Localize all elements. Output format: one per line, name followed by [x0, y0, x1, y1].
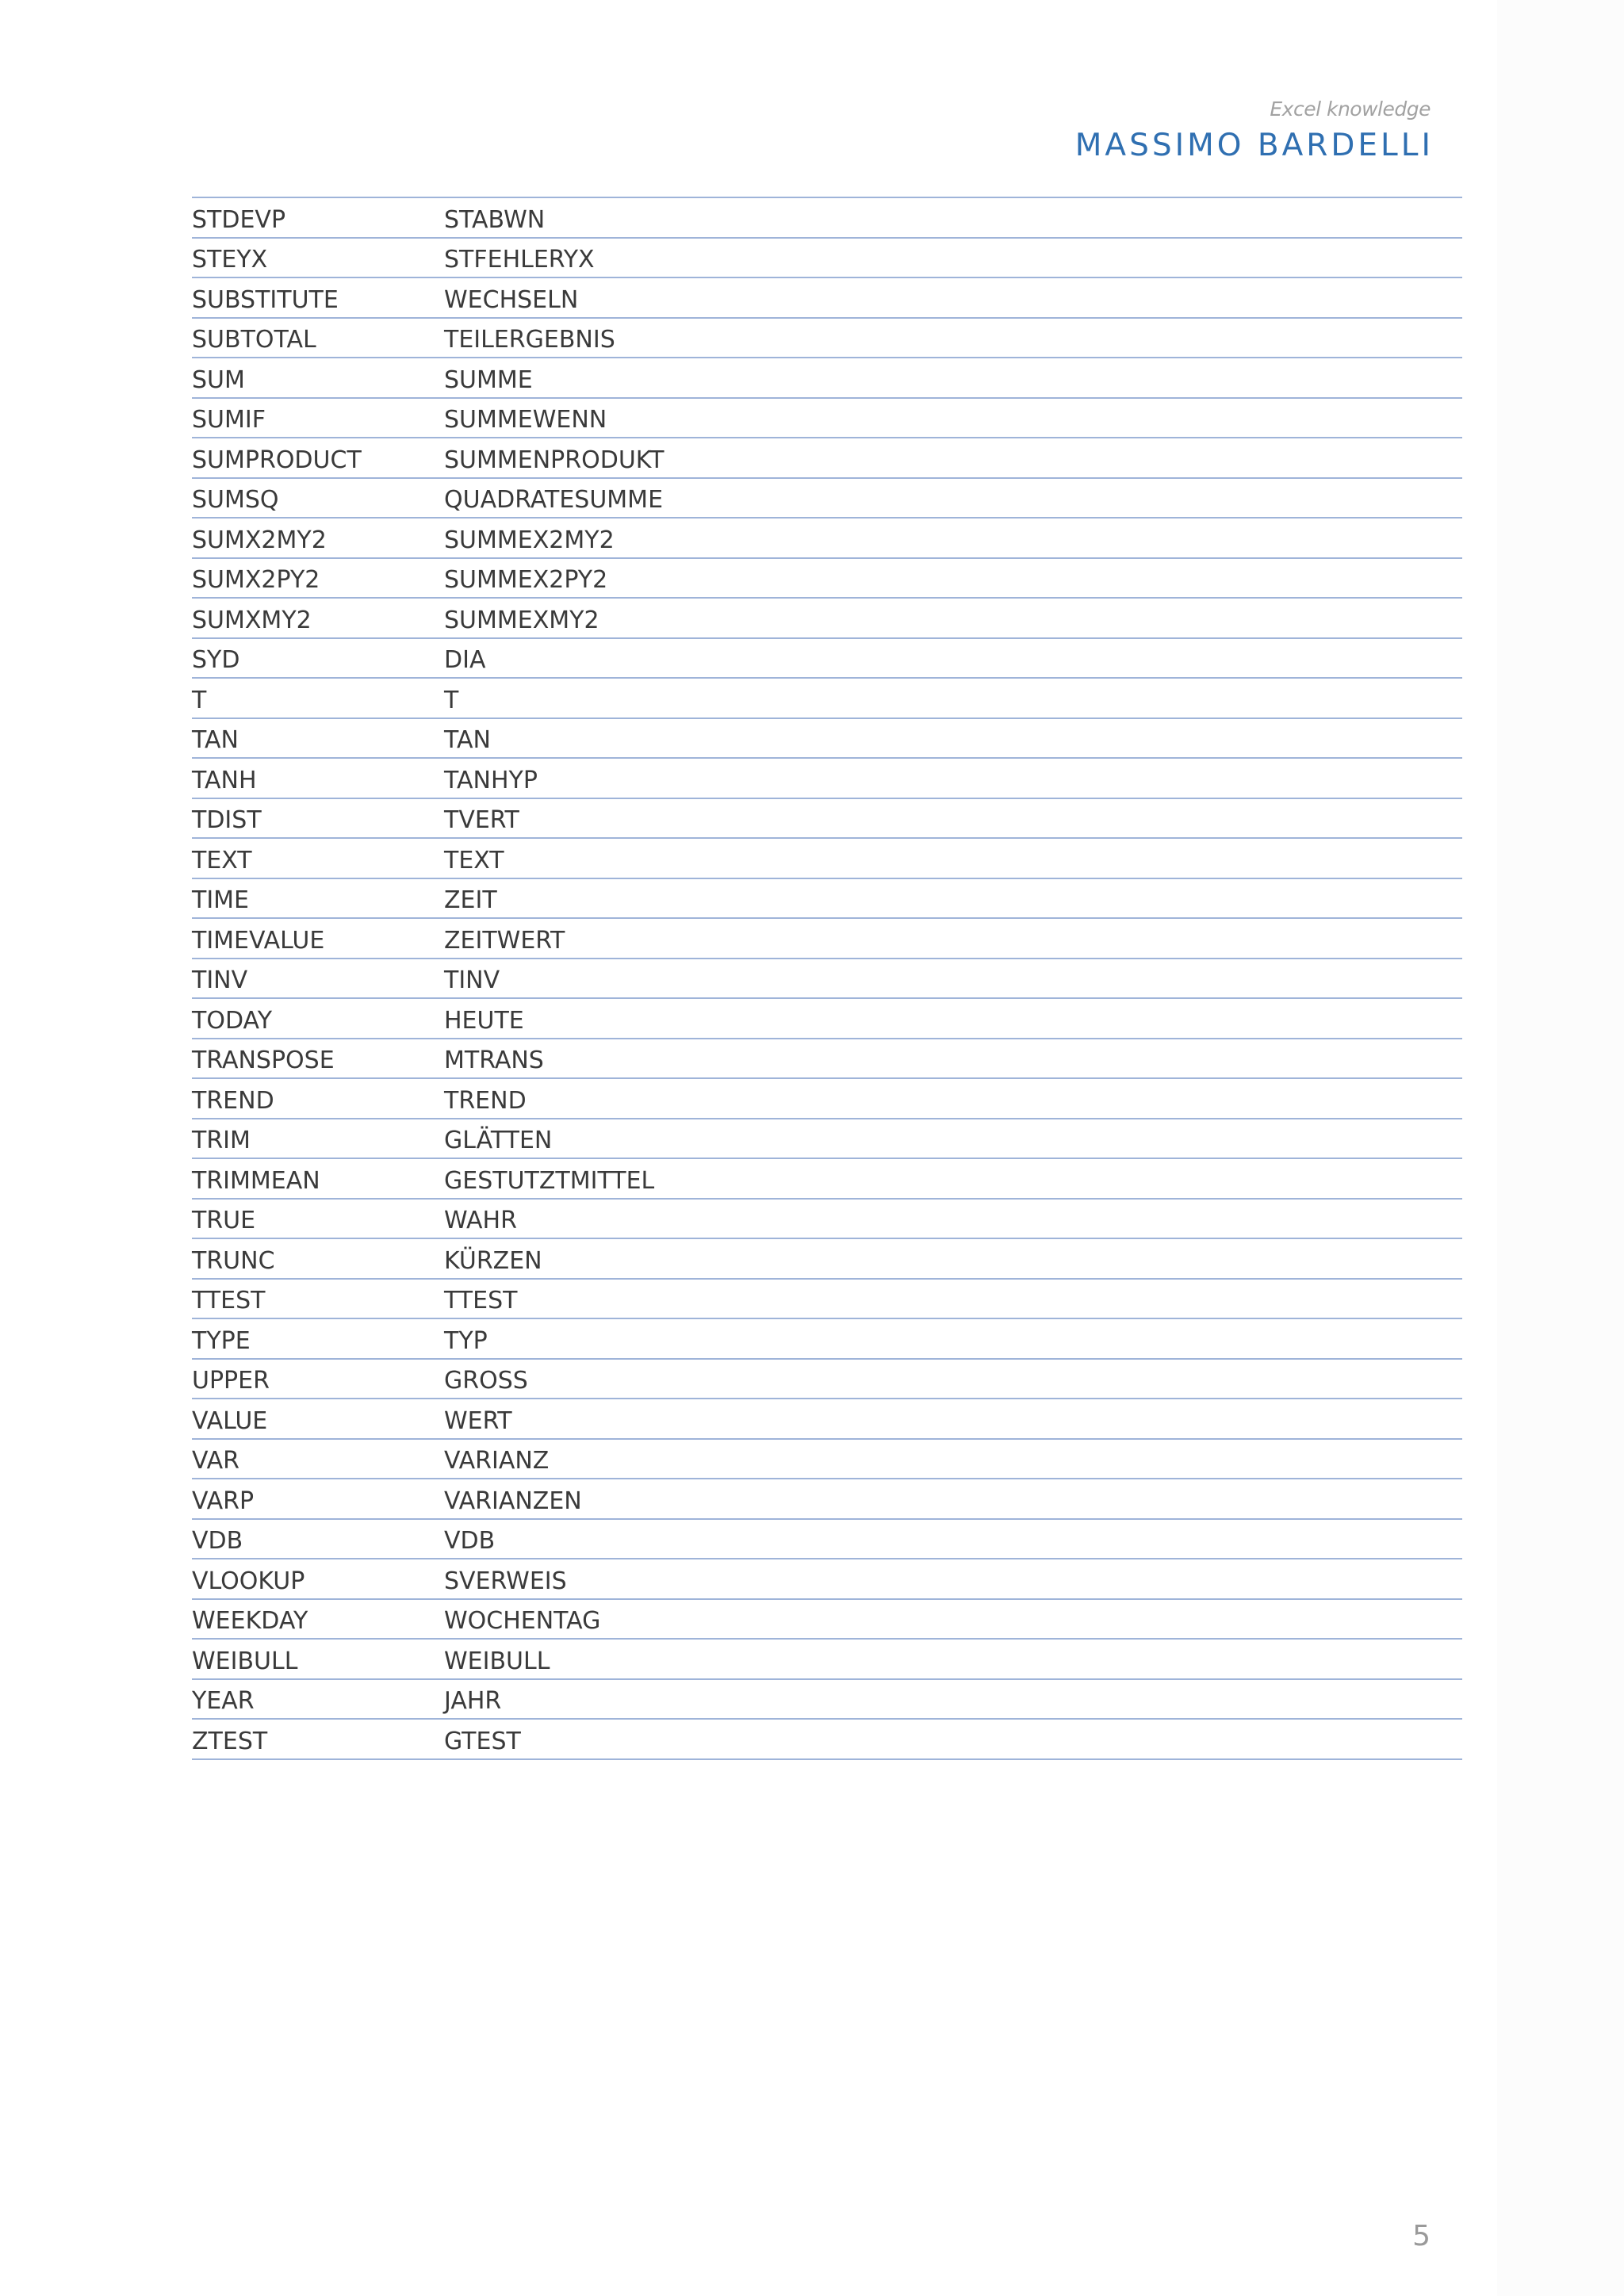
german-function-name: WECHSELN [444, 285, 579, 314]
table-row [192, 1079, 1462, 1119]
table-row [192, 519, 1462, 559]
table-row [192, 679, 1462, 719]
table-row [192, 839, 1462, 879]
german-function-name: TEILERGEBNIS [444, 326, 615, 354]
table-row [192, 999, 1462, 1039]
english-function-name: SUMXMY2 [192, 606, 312, 634]
german-function-name: SUMMEXMY2 [444, 606, 599, 634]
german-function-name: DIA [444, 646, 486, 674]
german-function-name: GROSS [444, 1367, 528, 1395]
table-row [192, 1039, 1462, 1080]
table-row [192, 1440, 1462, 1480]
table-row [192, 358, 1462, 399]
english-function-name: TIMEVALUE [192, 926, 325, 955]
page-number: 5 [1412, 2220, 1431, 2252]
table-row [192, 959, 1462, 1000]
german-function-name: ZEITWERT [444, 926, 565, 955]
english-function-name: TEXT [192, 846, 252, 874]
german-function-name: GLÄTTEN [444, 1127, 553, 1154]
german-function-name: TINV [444, 966, 500, 994]
german-function-name: TVERT [444, 806, 519, 834]
german-function-name: TEXT [444, 846, 504, 874]
english-function-name: VAR [192, 1447, 239, 1475]
english-function-name: SUBTOTAL [192, 326, 316, 354]
english-function-name: UPPER [192, 1367, 270, 1395]
header-title: MASSIMO BARDELLI [1074, 128, 1434, 163]
german-function-name: VDB [444, 1527, 496, 1555]
table-row [192, 1520, 1462, 1560]
page-edge-shade [1497, 0, 1624, 2296]
german-function-name: WEIBULL [444, 1647, 550, 1675]
german-function-name: GTEST [444, 1727, 521, 1755]
german-function-name: SUMMEWENN [444, 406, 607, 434]
german-function-name: SUMMEX2MY2 [444, 526, 615, 554]
table-row [192, 1159, 1462, 1200]
german-function-name: VARIANZEN [444, 1487, 582, 1515]
table-row [192, 799, 1462, 840]
english-function-name: STEYX [192, 246, 268, 274]
english-function-name: SUMIF [192, 406, 266, 434]
table-row [192, 1600, 1462, 1640]
table-row [192, 1720, 1462, 1760]
table-row [192, 1239, 1462, 1280]
german-function-name: T [444, 686, 459, 714]
english-function-name: YEAR [192, 1687, 255, 1715]
english-function-name: STDEVP [192, 205, 286, 234]
table-row [192, 1559, 1462, 1600]
german-function-name: WERT [444, 1406, 512, 1435]
english-function-name: SUM [192, 365, 245, 394]
german-function-name: MTRANS [444, 1047, 544, 1074]
english-function-name: SUMSQ [192, 486, 279, 514]
table-row [192, 759, 1462, 799]
english-function-name: VALUE [192, 1406, 268, 1435]
table-row [192, 1479, 1462, 1520]
german-function-name: HEUTE [444, 1006, 524, 1035]
table-row [192, 1319, 1462, 1360]
english-function-name: TINV [192, 966, 248, 994]
table-row [192, 399, 1462, 439]
english-function-name: TRIM [192, 1127, 251, 1154]
table-row [192, 278, 1462, 319]
german-function-name: SVERWEIS [444, 1567, 567, 1595]
german-function-name: TAN [444, 726, 491, 754]
page-header [1074, 94, 1434, 165]
table-row [192, 479, 1462, 519]
english-function-name: TRIMMEAN [192, 1166, 320, 1195]
english-function-name: WEIBULL [192, 1647, 298, 1675]
german-function-name: VARIANZ [444, 1447, 550, 1475]
english-function-name: TRUE [192, 1207, 256, 1234]
english-function-name: VLOOKUP [192, 1567, 305, 1595]
english-function-name: TIME [192, 886, 250, 914]
english-function-name: TRUNC [192, 1246, 275, 1275]
table-row [192, 319, 1462, 359]
table-row [192, 599, 1462, 639]
german-function-name: SUMMEX2PY2 [444, 566, 608, 594]
table-row [192, 639, 1462, 679]
english-function-name: SYD [192, 646, 240, 674]
german-function-name: KÜRZEN [444, 1246, 542, 1275]
table-row [192, 438, 1462, 479]
english-function-name: TDIST [192, 806, 262, 834]
table-row [192, 1200, 1462, 1240]
english-function-name: SUMX2MY2 [192, 526, 327, 554]
table-row [192, 919, 1462, 959]
english-function-name: VDB [192, 1527, 243, 1555]
english-function-name: T [192, 686, 207, 714]
german-function-name: SUMMENPRODUKT [444, 446, 665, 474]
table-row [192, 239, 1462, 279]
table-row [192, 1399, 1462, 1440]
german-function-name: TYP [444, 1326, 488, 1355]
english-function-name: TAN [192, 726, 239, 754]
english-function-name: TODAY [192, 1006, 273, 1035]
table-row [192, 559, 1462, 599]
english-function-name: TREND [192, 1086, 274, 1115]
table-row [192, 879, 1462, 920]
english-function-name: ZTEST [192, 1727, 268, 1755]
german-function-name: STFEHLERYX [444, 246, 595, 274]
german-function-name: GESTUTZTMITTEL [444, 1166, 655, 1195]
english-function-name: TRANSPOSE [192, 1047, 335, 1074]
english-function-name: SUMPRODUCT [192, 446, 362, 474]
english-function-name: TTEST [192, 1287, 266, 1314]
header-subtitle: Excel knowledge [1270, 98, 1431, 121]
table-row [192, 1119, 1462, 1160]
german-function-name: ZEIT [444, 886, 497, 914]
english-function-name: SUBSTITUTE [192, 285, 339, 314]
table-row [192, 198, 1462, 239]
english-function-name: SUMX2PY2 [192, 566, 320, 594]
german-function-name: TREND [444, 1086, 527, 1115]
table-row [192, 719, 1462, 760]
english-function-name: WEEKDAY [192, 1607, 308, 1635]
german-function-name: WOCHENTAG [444, 1607, 601, 1635]
german-function-name: TANHYP [444, 766, 538, 794]
english-function-name: TYPE [192, 1326, 251, 1355]
german-function-name: TTEST [444, 1287, 518, 1314]
function-translation-table [192, 197, 1462, 1760]
table-row [192, 1680, 1462, 1720]
english-function-name: VARP [192, 1487, 255, 1515]
german-function-name: QUADRATESUMME [444, 486, 664, 514]
english-function-name: TANH [192, 766, 257, 794]
table-row [192, 1280, 1462, 1320]
german-function-name: JAHR [444, 1687, 502, 1715]
table-row [192, 1360, 1462, 1400]
german-function-name: SUMME [444, 365, 533, 394]
table-row [192, 1640, 1462, 1680]
german-function-name: STABWN [444, 205, 546, 234]
german-function-name: WAHR [444, 1207, 517, 1234]
